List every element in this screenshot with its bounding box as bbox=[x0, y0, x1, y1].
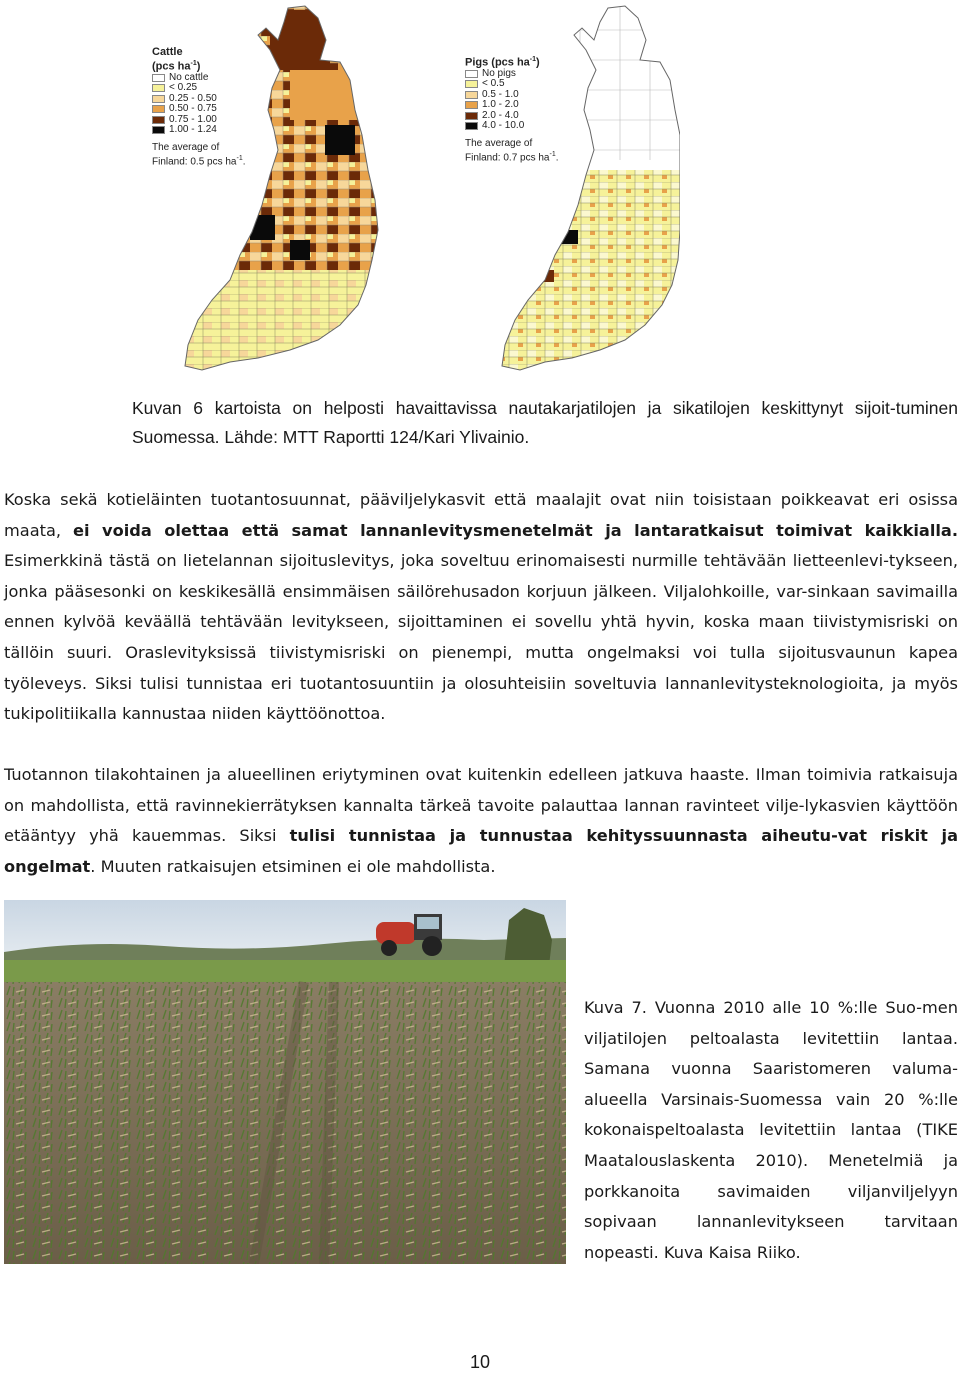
cattle-legend-label: 0.50 - 0.75 bbox=[169, 103, 217, 115]
pigs-legend-swatch bbox=[465, 122, 478, 130]
cattle-avg-line1: The average of bbox=[152, 141, 220, 153]
cattle-legend-swatch bbox=[152, 105, 165, 113]
cattle-legend-title bbox=[152, 46, 246, 73]
cattle-legend-swatch bbox=[152, 116, 165, 124]
cattle-legend-title-text: Cattle bbox=[152, 46, 183, 58]
pigs-legend-swatch bbox=[465, 80, 478, 88]
cattle-legend-label: < 0.25 bbox=[169, 82, 198, 94]
cattle-legend-unit-exp: -1 bbox=[190, 60, 197, 67]
cattle-legend-unit: (pcs ha bbox=[152, 60, 191, 73]
paragraph-2-text-a: Tuotannon tilakohtainen ja alueellinen eriytyminen ovat kuitenkin edelleen jatkuva haaste. Ilman toimivia ratkaisuja on mahdollista, että ravinnekierrätyksen kannalta tärkeä tavoite palauttaa lannan ravinteet vilje-lykasvien käyttöön etääntyy yhä kauemmas. Siksi bbox=[4, 765, 958, 846]
pigs-legend-label: 4.0 - 10.0 bbox=[482, 120, 525, 132]
cattle-legend-items bbox=[152, 73, 246, 136]
cattle-legend-swatch bbox=[152, 74, 165, 82]
cattle-legend-label: 1.00 - 1.24 bbox=[169, 124, 217, 136]
pigs-legend-title-exp: -1 bbox=[529, 56, 537, 63]
paragraph-1-bold: ei voida olettaa että samat lannanlevitysmenetelmät ja lantaratkaisut toimivat kaikkialla. bbox=[73, 520, 959, 540]
paragraph-2 bbox=[4, 760, 958, 882]
pigs-legend-swatch bbox=[465, 112, 478, 120]
pigs-legend-swatch bbox=[465, 70, 478, 78]
pigs-legend-average bbox=[465, 138, 559, 163]
pigs-legend-label: 1.0 - 2.0 bbox=[482, 99, 519, 111]
cattle-legend-row bbox=[152, 73, 246, 84]
pigs-avg-line1: The average of bbox=[465, 137, 533, 149]
pigs-legend-label: < 0.5 bbox=[482, 78, 505, 90]
paragraph-1-text-b: Esimerkkinä tästä on lietelannan sijoituslevitys, joka soveltuu erinomaisesti nurmille tehtävään lietteenlevi-tykseen, jonka pääsesonki on keskikesällä ensimmäisen säilörehusadon korjuun jälkeen. Viljalohkoille, var-sinkaan savimailla ennen kylvöä keväällä tehtävään levitykseen, sijoittaminen ei sovellu yhtä hyvin, koska maan tiivistymisriski on tällöin suuri. Oraslevityksissä tiivistymisriski on pienempi, mutta ongelmaksi voi tulla sijoitusvaunun kapea työleveys. Siksi tulisi tunnistaa eri tuotantosuuntiin ja olosuhteisiin soveltuvia lannanlevitysteknologioita, ja myös tukipolitiikalla kannustaa niiden käyttöönottoa. bbox=[4, 551, 958, 724]
cattle-legend-row bbox=[152, 125, 246, 136]
cattle-legend-unit-close: ) bbox=[196, 60, 201, 73]
paragraph-2-text-b: . Muuten ratkaisujen etsiminen ei ole mahdollista. bbox=[90, 856, 496, 876]
pigs-legend bbox=[465, 54, 559, 163]
pigs-legend-title-close: ) bbox=[536, 56, 540, 69]
figure-6-maps bbox=[140, 0, 680, 380]
pigs-avg-end: . bbox=[555, 151, 559, 163]
pigs-legend-label: 0.5 - 1.0 bbox=[482, 88, 519, 100]
pigs-legend-swatch bbox=[465, 101, 478, 109]
cattle-legend-swatch bbox=[152, 95, 165, 103]
paragraph-1 bbox=[4, 485, 958, 730]
pigs-legend-label: 2.0 - 4.0 bbox=[482, 109, 519, 121]
pigs-legend-swatch bbox=[465, 91, 478, 99]
paragraph-1-text-a: Koska sekä kotieläinten tuotantosuunnat, pääviljelykasvit että maalajit ovat niin toisistaan poikkeavat eri osissa maata, bbox=[4, 490, 958, 540]
cattle-legend-label: No cattle bbox=[169, 71, 209, 83]
pigs-legend-row bbox=[465, 121, 559, 132]
pigs-legend-title bbox=[465, 54, 559, 69]
manure-spreading-field-photo bbox=[4, 900, 566, 1264]
cattle-legend-label: 0.25 - 0.50 bbox=[169, 92, 217, 104]
figure-6-caption: Kuvan 6 kartoista on helposti havaittavissa nautakarjatilojen ja sikatilojen keskittynyt sijoit-tuminen Suomessa. Lähde: MTT Raportti 124/Kari Ylivainio. bbox=[132, 398, 958, 447]
pigs-legend-title-text: Pigs (pcs ha bbox=[465, 56, 530, 69]
pigs-avg-exp: -1 bbox=[549, 150, 556, 158]
cattle-avg-exp: -1 bbox=[236, 154, 243, 162]
cattle-legend-swatch bbox=[152, 84, 165, 92]
field-photo bbox=[4, 900, 566, 1264]
pigs-legend-label: No pigs bbox=[482, 67, 516, 79]
pigs-legend-items bbox=[465, 69, 559, 132]
paragraph-2-bold: tulisi tunnistaa ja tunnustaa kehityssuunnasta aiheutu-vat riskit ja ongelmat bbox=[4, 826, 958, 876]
pigs-legend-row bbox=[465, 69, 559, 80]
cattle-avg-line2: Finland: 0.5 pcs ha bbox=[152, 155, 237, 167]
cattle-legend bbox=[152, 46, 246, 167]
figure-7-caption: Kuva 7. Vuonna 2010 alle 10 %:lle Suo-men viljatilojen peltoalasta levitettiin lantaa. Samana vuonna Saaristomeren valuma-alueella Varsinais-Suomessa vain 20 %:lle kokonaispeltoalasta levitettiin lantaa (TIKE Maatalouslaskenta 2010). Menetelmiä ja porkkanoita savimaiden viljanviljelyyn sopivaan lannanlevitykseen tarvitaan nopeasti. Kuva Kaisa Riiko. bbox=[584, 998, 958, 1262]
cattle-legend-average bbox=[152, 142, 246, 167]
cattle-legend-label: 0.75 - 1.00 bbox=[169, 113, 217, 125]
cattle-avg-end: . bbox=[242, 155, 246, 167]
page-number: 10 bbox=[469, 1352, 491, 1372]
cattle-legend-swatch bbox=[152, 126, 165, 134]
pigs-avg-line2: Finland: 0.7 pcs ha bbox=[465, 151, 550, 163]
